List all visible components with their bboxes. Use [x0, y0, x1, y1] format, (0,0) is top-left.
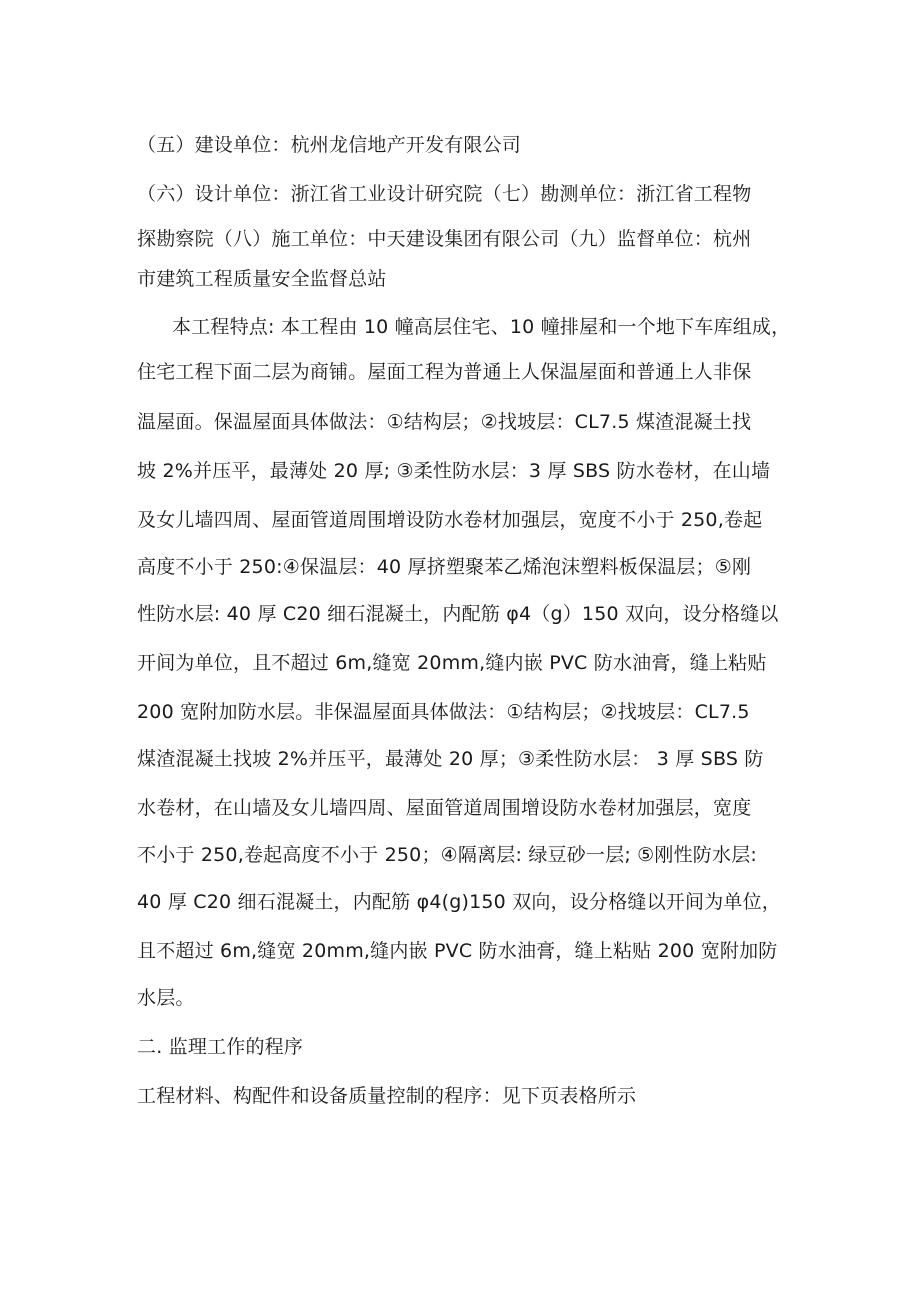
features-line-8: 开间为单位，且不超过 6m,缝宽 20mm,缝内嵌 PVC 防水油膏，缝上粘贴	[137, 652, 767, 674]
features-line-6: 高度不小于 250:④保温层：40 厚挤塑聚苯乙烯泡沫塑料板保温层；⑤刚	[137, 556, 752, 578]
features-line-7: 性防水层: 40 厚 C20 细石混凝土，内配筋 φ4（g）150 双向，设分格缝以	[137, 603, 779, 625]
features-line-2: 住宅工程下面二层为商铺。屋面工程为普通上人保温屋面和普通上人非保	[137, 361, 752, 383]
procedure-line: 工程材料、构配件和设备质量控制的程序：见下页表格所示	[137, 1085, 637, 1107]
features-line-14: 且不超过 6m,缝宽 20mm,缝内嵌 PVC 防水油膏，缝上粘贴 200 宽附加防	[137, 940, 778, 962]
features-line-3: 温屋面。保温屋面具体做法：①结构层；②找坡层：CL7.5 煤渣混凝土找	[137, 411, 752, 433]
units-line-3: 市建筑工程质量安全监督总站	[137, 268, 387, 290]
features-line-13: 40 厚 C20 细石混凝土，内配筋 φ4(g)150 双向，设分格缝以开间为单位，	[137, 891, 781, 913]
features-line-10: 煤渣混凝土找坡 2%并压平，最薄处 20 厚；③柔性防水层： 3 厚 SBS 防	[137, 748, 764, 770]
features-line-5: 及女儿墙四周、屋面管道周围增设防水卷材加强层，宽度不小于 250,卷起	[137, 509, 763, 531]
units-line-2: 探勘察院（八）施工单位：中天建设集团有限公司（九）监督单位：杭州	[137, 228, 752, 250]
features-line-12: 不小于 250,卷起高度不小于 250；④隔离层: 绿豆砂一层; ⑤刚性防水层:	[137, 844, 757, 866]
features-line-11: 水卷材，在山墙及女儿墙四周、屋面管道周围增设防水卷材加强层，宽度	[137, 797, 752, 819]
units-line-1: （六）设计单位：浙江省工业设计研究院（七）勘测单位：浙江省工程物	[137, 183, 752, 205]
features-line-9: 200 宽附加防水层。非保温屋面具体做法：①结构层；②找坡层：CL7.5	[137, 701, 750, 723]
section-heading: 二. 监理工作的程序	[137, 1036, 304, 1058]
features-line-4: 坡 2%并压平，最薄处 20 厚; ③柔性防水层：3 厚 SBS 防水卷材，在山墙	[137, 460, 771, 482]
features-line-1: 本工程特点: 本工程由 10 幢高层住宅、10 幢排屋和一个地下车库组成，	[172, 316, 791, 338]
features-line-15: 水层。	[137, 987, 195, 1009]
builder-unit-line: （五）建设单位：杭州龙信地产开发有限公司	[137, 134, 522, 156]
